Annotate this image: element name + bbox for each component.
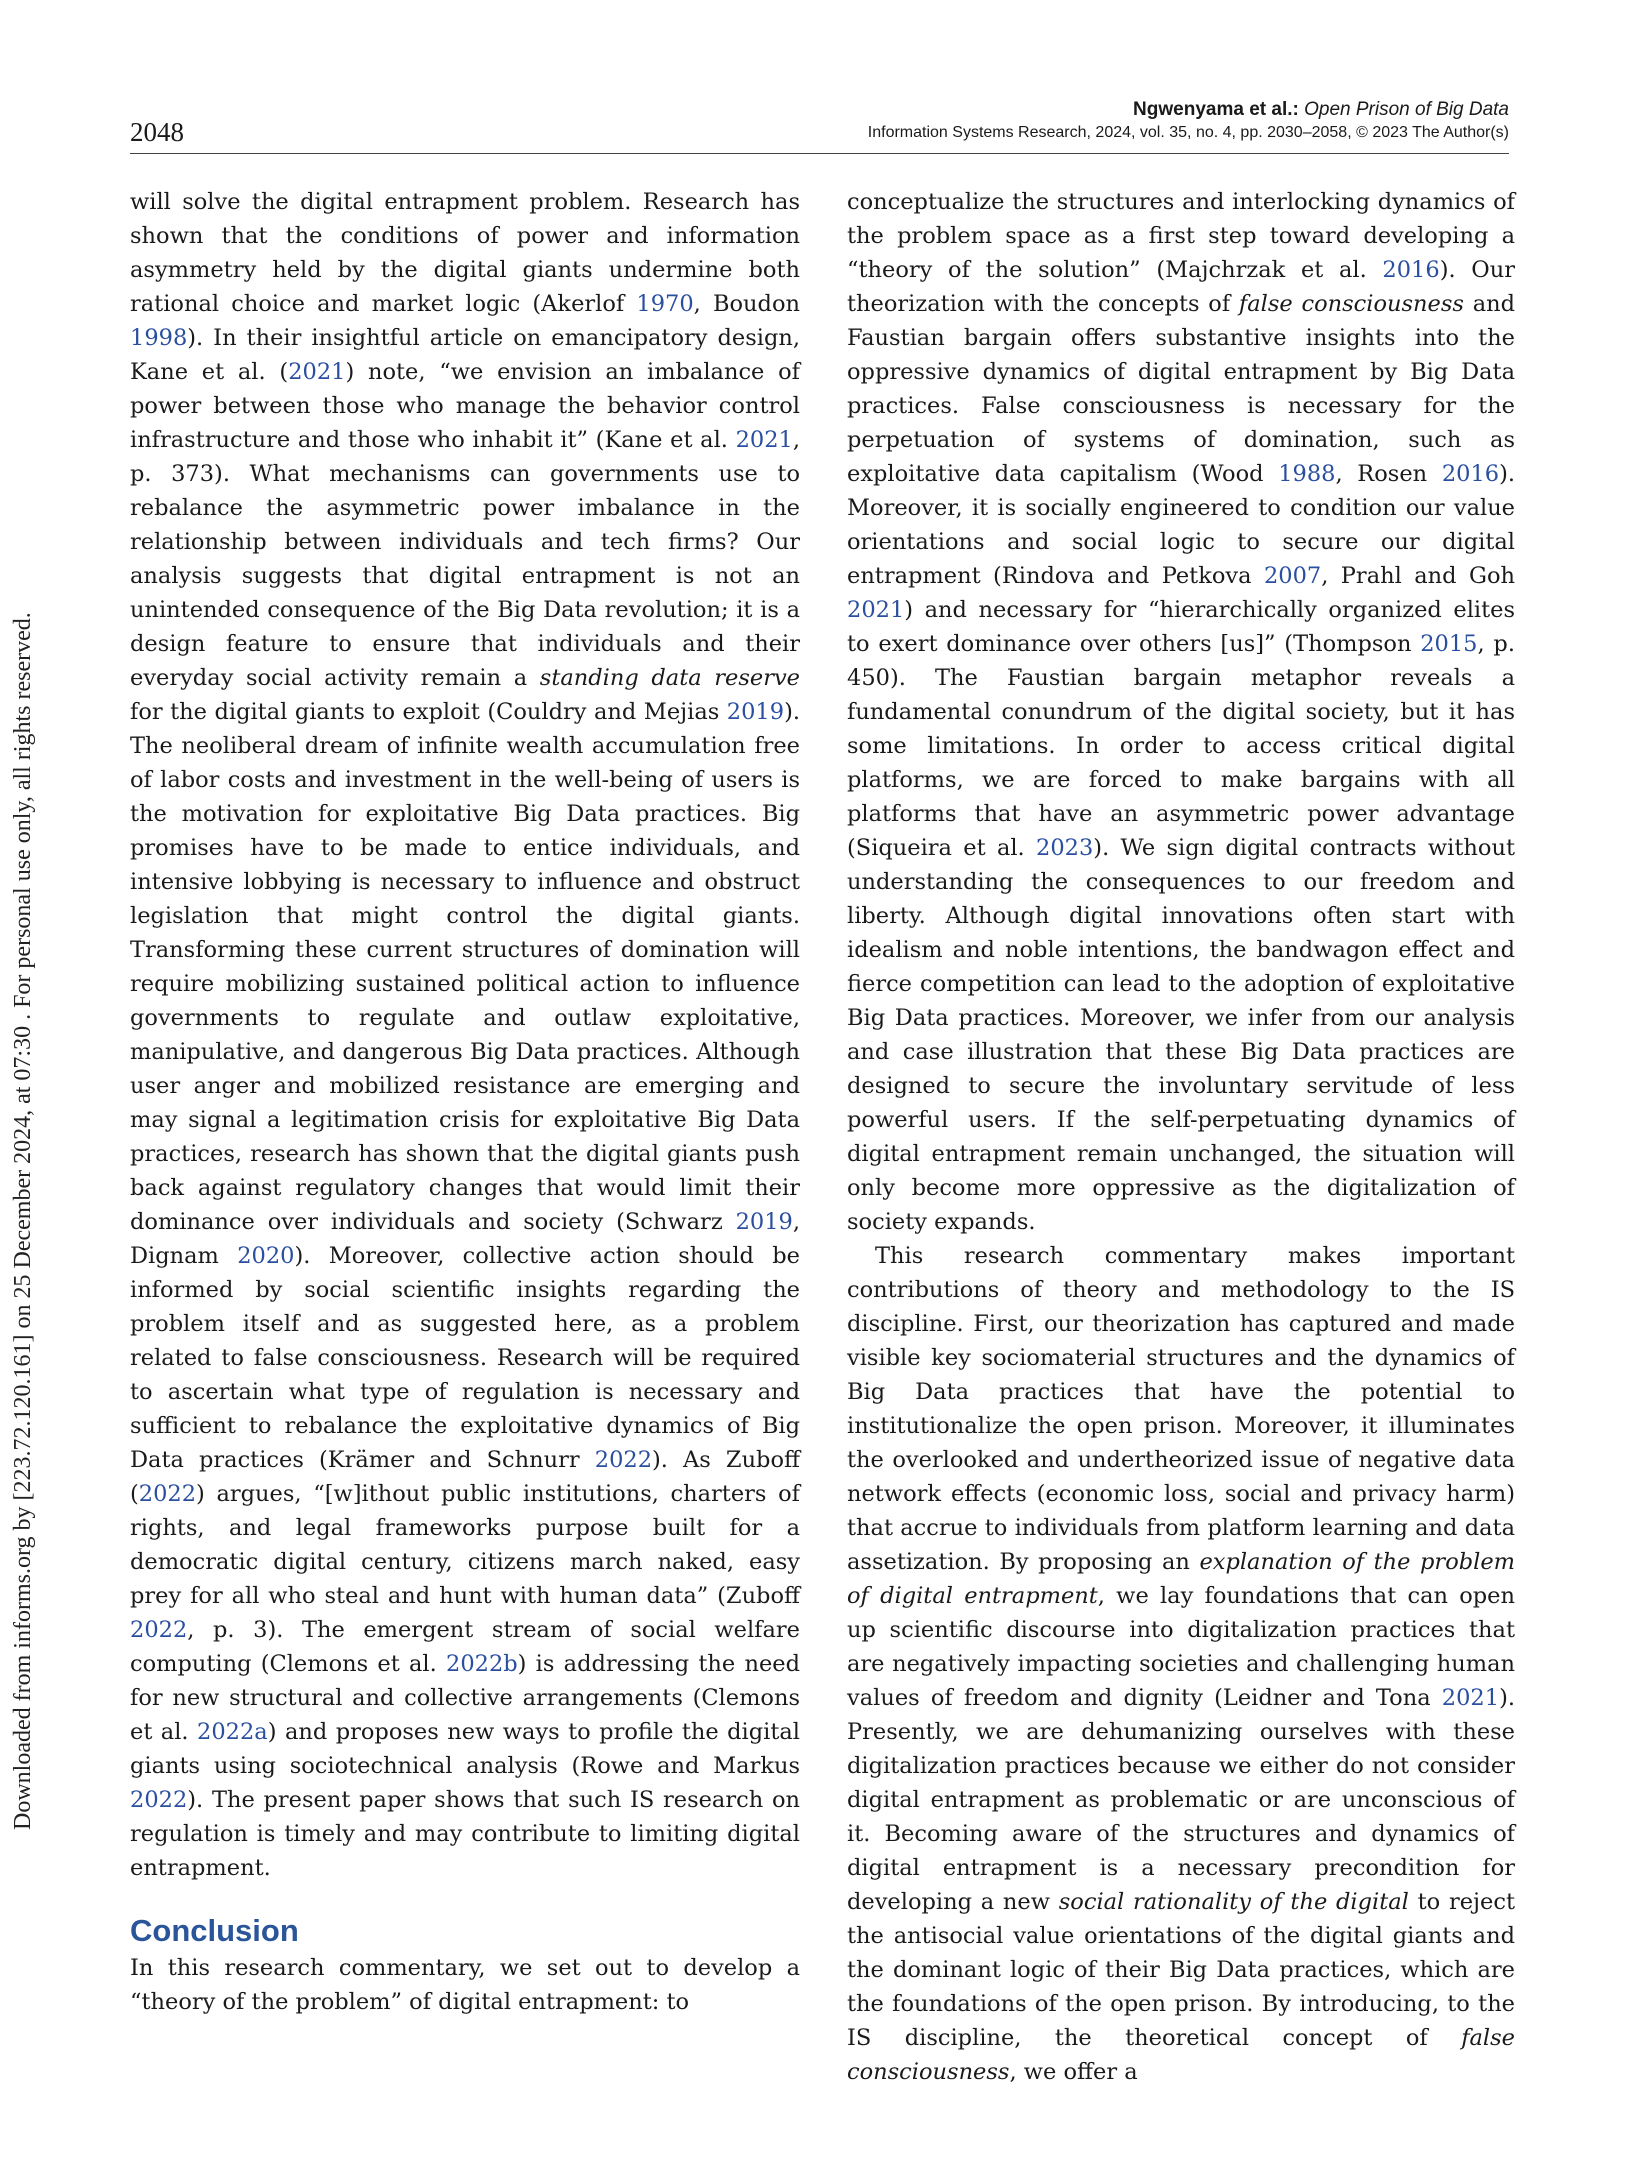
citation-link[interactable]: 2016 — [1441, 461, 1500, 487]
body-text: , Boudon — [693, 291, 800, 317]
body-text: ). As Zuboff ( — [130, 1447, 800, 1507]
body-text: , Prahl and Goh — [1321, 563, 1515, 589]
citation-link[interactable]: 2021 — [847, 597, 905, 623]
body-text: conceptualize the structures and interlocking dynamics of the problem space as a first step toward developing a “theory of the solution” (Majchrzak et al. — [847, 189, 1515, 283]
running-head-citation: Information Systems Research, 2024, vol. 35, no. 4, pp. 2030–2058, © 2023 The Author(s) — [867, 124, 1509, 141]
body-text: ). We sign digital contracts without understanding the consequences to our freedom and liberty. Although digital innovations often start with idealism and noble intentions, the bandwagon effect and fierce competition can lead to the adoption of exploitative Big Data practices. Moreover, we infer from our analysis and case illustration that these Big Data practices are designed to secure the involuntary servitude of less powerful users. If the self-perpetuating dynamics of digital entrapment remain unchanged, the situation will only become more oppressive as the digitalization of society expands. — [847, 835, 1515, 1235]
citation-link[interactable]: 2022 — [130, 1787, 188, 1813]
download-notice: Downloaded from informs.org by [223.72.120.161] on 25 December 2024, at 07:30 . For personal use only, all rights reserved. — [10, 612, 36, 1830]
citation-link[interactable]: 1988 — [1278, 461, 1336, 487]
citation-link[interactable]: 2019 — [735, 1209, 793, 1235]
running-head-authors: Ngwenyama et al.: — [1133, 99, 1299, 120]
body-text: will solve the digital entrapment problem. Research has shown that the conditions of power and information asymmetry held by the digital giants undermine both rational choice and market logic (Akerlof — [130, 189, 800, 317]
citation-link[interactable]: 2021 — [1441, 1685, 1500, 1711]
body-text: ) argues, “[w]ithout public institutions, charters of rights, and legal frameworks purpose built for a democratic digital century, citizens march naked, easy prey for all who steal and hunt with human data” (Zuboff — [130, 1481, 800, 1609]
emphasis-text: standing data reserve — [539, 665, 800, 691]
citation-link[interactable]: 2007 — [1263, 563, 1322, 589]
running-head-article-title: Open Prison of Big Data — [1304, 99, 1509, 120]
body-text: ). In their insightful article on emancipatory design, Kane et al. ( — [130, 325, 800, 385]
body-text: In this research commentary, we set out to develop a “theory of the problem” of digital entrapment: to — [130, 1955, 800, 2015]
header-divider — [130, 153, 1509, 154]
body-text: ). Moreover, it is socially engineered to condition our value orientations and social logic to secure our digital entrapment (Rindova and Petkova — [847, 461, 1516, 589]
body-text: to reject the antisocial value orientations of the digital giants and the dominant logic of their Big Data practices, which are the foundations of the open prison. By introducing, to the IS discipline, the theoretical concept of — [847, 1889, 1515, 2051]
citation-link[interactable]: 2023 — [1036, 835, 1094, 861]
body-text: ). Moreover, collective action should be informed by social scientific insights regarding the problem itself and as suggested here, as a problem related to false consciousness. Research will be required to ascertain what type of regulation is necessary and sufficient to rebalance the exploitative dynamics of Big Data practices (Krämer and Schnurr — [130, 1243, 800, 1473]
body-text: , p. 3). The emergent stream of social welfare computing (Clemons et al. — [130, 1617, 800, 1677]
body-text: , p. 373). What mechanisms can governments use to rebalance the asymmetric power imbalance in the relationship between individuals and tech firms? Our analysis suggests that digital entrapment is not an unintended consequence of the Big Data revolution; it is a design feature to ensure that individuals and their everyday social activity remain a — [130, 427, 800, 691]
body-text: and Faustian bargain offers substantive insights into the oppressive dynamics of digital entrapment by Big Data practices. False consciousness is necessary for the perpetuation of systems of domination, such as exploitative data capitalism (Wood — [847, 291, 1516, 487]
citation-link[interactable]: 2015 — [1420, 631, 1478, 657]
right-column — [847, 185, 1515, 2089]
running-head — [868, 98, 1509, 144]
running-head-title-line — [868, 98, 1509, 122]
body-text: ) is addressing the need for new structural and collective arrangements (Clemons et al. — [130, 1651, 800, 1745]
citation-link[interactable]: 2021 — [288, 359, 346, 385]
body-text: ). The present paper shows that such IS research on regulation is timely and may contribute to limiting digital entrapment. — [130, 1787, 800, 1881]
citation-link[interactable]: 2020 — [237, 1243, 295, 1269]
citation-link[interactable]: 2022 — [138, 1481, 197, 1507]
citation-link[interactable]: 2016 — [1382, 257, 1440, 283]
emphasis-text: false consciousness — [847, 2025, 1515, 2085]
citation-link[interactable]: 1998 — [130, 325, 188, 351]
left-paragraph-1 — [130, 185, 800, 1885]
citation-link[interactable]: 2022 — [130, 1617, 188, 1643]
right-paragraph-1 — [847, 185, 1515, 1239]
body-text: for the digital giants to exploit (Couldry and Mejias — [130, 699, 727, 725]
left-column — [130, 185, 800, 2019]
body-text: ) and proposes new ways to profile the digital giants using sociotechnical analysis (Rowe and Markus — [130, 1719, 800, 1779]
emphasis-text: social rationality of the digital — [1058, 1889, 1409, 1915]
citation-link[interactable]: 2022a — [197, 1719, 268, 1745]
body-text: , we lay foundations that can open up scientific discourse into digitalization practices that are negatively impacting societies and challenging human values of freedom and dignity (Leidner and Tona — [847, 1583, 1515, 1711]
body-text: , we offer a — [1009, 2059, 1138, 2085]
body-text: ). Our theorization with the concepts of — [847, 257, 1515, 317]
left-paragraph-2 — [130, 1951, 800, 2019]
emphasis-text: false consciousness — [1238, 291, 1464, 317]
citation-link[interactable]: 2019 — [726, 699, 785, 725]
section-heading-conclusion: Conclusion — [130, 1913, 299, 1948]
body-text: , Rosen — [1335, 461, 1442, 487]
body-text: ). The neoliberal dream of infinite wealth accumulation free of labor costs and investment in the well-being of users is the motivation for exploitative Big Data practices. Big promises have to be made to entice individuals, and intensive lobbying is necessary to influence and obstruct legislation that might control the digital giants. Transforming these current structures of domination will require mobilizing sustained political action to influence governments to regulate and outlaw exploitative, manipulative, and dangerous Big Data practices. Although user anger and mobilized resistance are emerging and may signal a legitimation crisis for exploitative Big Data practices, research has shown that the digital giants push back against regulatory changes that would limit their dominance over individuals and society (Schwarz — [130, 699, 800, 1235]
citation-link[interactable]: 2022b — [446, 1651, 518, 1677]
citation-link[interactable]: 2021 — [735, 427, 793, 453]
body-text: , p. 450). The Faustian bargain metaphor reveals a fundamental conundrum of the digital society, but it has some limitations. In order to access critical digital platforms, we are forced to make bargains with all platforms that have an asymmetric power advantage (Siqueira et al. — [847, 631, 1515, 861]
body-text: ). Presently, we are dehumanizing ourselves with these digitalization practices because we either do not consider digital entrapment as problematic or are unconscious of it. Becoming aware of the structures and dynamics of digital entrapment is a necessary precondition for developing a new — [847, 1685, 1515, 1915]
emphasis-text: explanation of the problem of digital entrapment — [847, 1549, 1515, 1609]
citation-link[interactable]: 1970 — [636, 291, 694, 317]
body-text: , Dignam — [130, 1209, 800, 1269]
right-paragraph-2 — [847, 1239, 1515, 2089]
page-number: 2048 — [130, 117, 184, 147]
body-text: ) note, “we envision an imbalance of power between those who manage the behavior control infrastructure and those who inhabit it” (Kane et al. — [130, 359, 800, 453]
citation-link[interactable]: 2022 — [594, 1447, 653, 1473]
body-text: ) and necessary for “hierarchically organized elites to exert dominance over others [us]” (Thompson — [847, 597, 1515, 657]
body-text: This research commentary makes important contributions of theory and methodology to the IS discipline. First, our theorization has captured and made visible key sociomaterial structures and the dynamics of Big Data practices that have the potential to institutionalize the open prison. Moreover, it illuminates the overlooked and undertheorized issue of negative data network effects (economic loss, social and privacy harm) that accrue to individuals from platform learning and data assetization. By proposing an — [847, 1243, 1515, 1575]
